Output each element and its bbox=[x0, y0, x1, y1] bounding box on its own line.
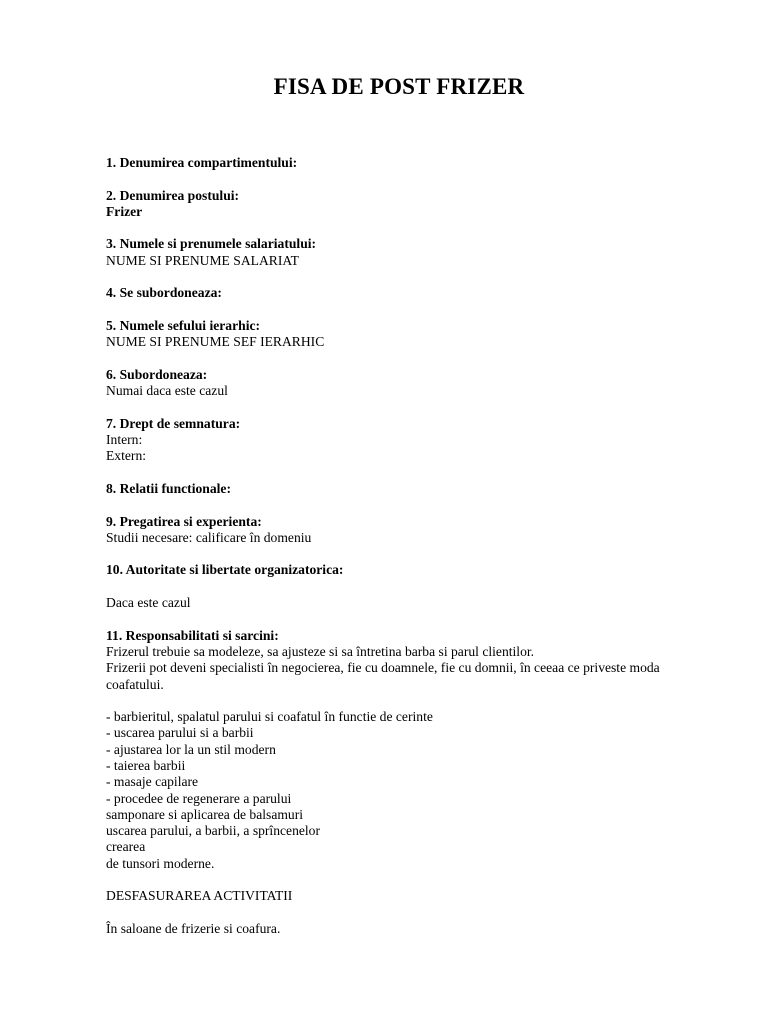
list-item: uscarea parului, a barbii, a sprîncenelor bbox=[106, 823, 321, 839]
section-6 bbox=[106, 367, 706, 400]
list-item: crearea bbox=[106, 839, 146, 855]
section-heading: 8. Relatii functionale: bbox=[106, 480, 231, 496]
list-item: - barbieritul, spalatul parului si coafatul în functie de cerinte bbox=[106, 709, 433, 725]
activity-heading: DESFASURAREA ACTIVITATII bbox=[106, 888, 293, 904]
signature-intern: Intern: bbox=[106, 432, 143, 448]
section-heading: 7. Drept de semnatura: bbox=[106, 415, 241, 431]
section-3 bbox=[106, 236, 706, 269]
responsibilities-paragraph-1: Frizerul trebuie sa modeleze, sa ajusteze si sa întretina barba si parul clientilor. bbox=[106, 643, 535, 659]
section-4 bbox=[106, 285, 706, 301]
section-heading: 1. Denumirea compartimentului: bbox=[106, 155, 298, 170]
list-item: samponare si aplicarea de balsamuri bbox=[106, 806, 304, 822]
list-item: - ajustarea lor la un stil modern bbox=[106, 741, 276, 757]
section-heading: 3. Numele si prenumele salariatului: bbox=[106, 236, 317, 252]
section-heading: 4. Se subordoneaza: bbox=[106, 285, 222, 301]
section-8 bbox=[106, 481, 706, 497]
signature-extern: Extern: bbox=[106, 448, 147, 464]
authority-value: Daca este cazul bbox=[106, 595, 191, 611]
subordinates-value: Numai daca este cazul bbox=[106, 383, 228, 399]
section-heading: 5. Numele sefului ierarhic: bbox=[106, 317, 261, 333]
section-heading: 2. Denumirea postului: bbox=[106, 187, 240, 203]
section-2 bbox=[106, 188, 706, 221]
activity-text: În saloane de frizerie si coafura. bbox=[106, 920, 281, 936]
section-7 bbox=[106, 416, 706, 465]
section-heading: 11. Responsabilitati si sarcini: bbox=[106, 627, 279, 643]
responsibilities-paragraph-2: Frizerii pot deveni specialisti în negocierea, fie cu doamnele, fie cu domnii, în ceeaa ce priveste moda coafatului. bbox=[106, 660, 660, 692]
activity-section bbox=[106, 888, 706, 904]
document-body bbox=[106, 155, 706, 954]
section-heading: 10. Autoritate si libertate organizatorica: bbox=[106, 562, 344, 578]
section-heading: 9. Pregatirea si experienta: bbox=[106, 513, 262, 529]
section-10 bbox=[106, 562, 706, 611]
job-title-value: Frizer bbox=[106, 203, 143, 219]
education-value: Studii necesare: calificare în domeniu bbox=[106, 529, 312, 545]
supervisor-name-value: NUME SI PRENUME SEF IERARHIC bbox=[106, 334, 325, 350]
employee-name-value: NUME SI PRENUME SALARIAT bbox=[106, 252, 299, 268]
list-item: - masaje capilare bbox=[106, 774, 199, 790]
spacer bbox=[106, 693, 706, 709]
section-9 bbox=[106, 514, 706, 547]
section-1 bbox=[106, 155, 706, 171]
section-11 bbox=[106, 628, 706, 872]
list-item: - taierea barbii bbox=[106, 757, 186, 773]
section-heading: 6. Subordoneaza: bbox=[106, 366, 208, 382]
list-item: - procedee de regenerare a parului bbox=[106, 790, 292, 806]
section-5 bbox=[106, 318, 706, 351]
spacer bbox=[106, 579, 706, 595]
activity-text-section bbox=[106, 921, 706, 937]
list-item: - uscarea parului si a barbii bbox=[106, 725, 254, 741]
document-title: FISA DE POST FRIZER bbox=[273, 74, 525, 99]
list-item: de tunsori moderne. bbox=[106, 855, 215, 871]
